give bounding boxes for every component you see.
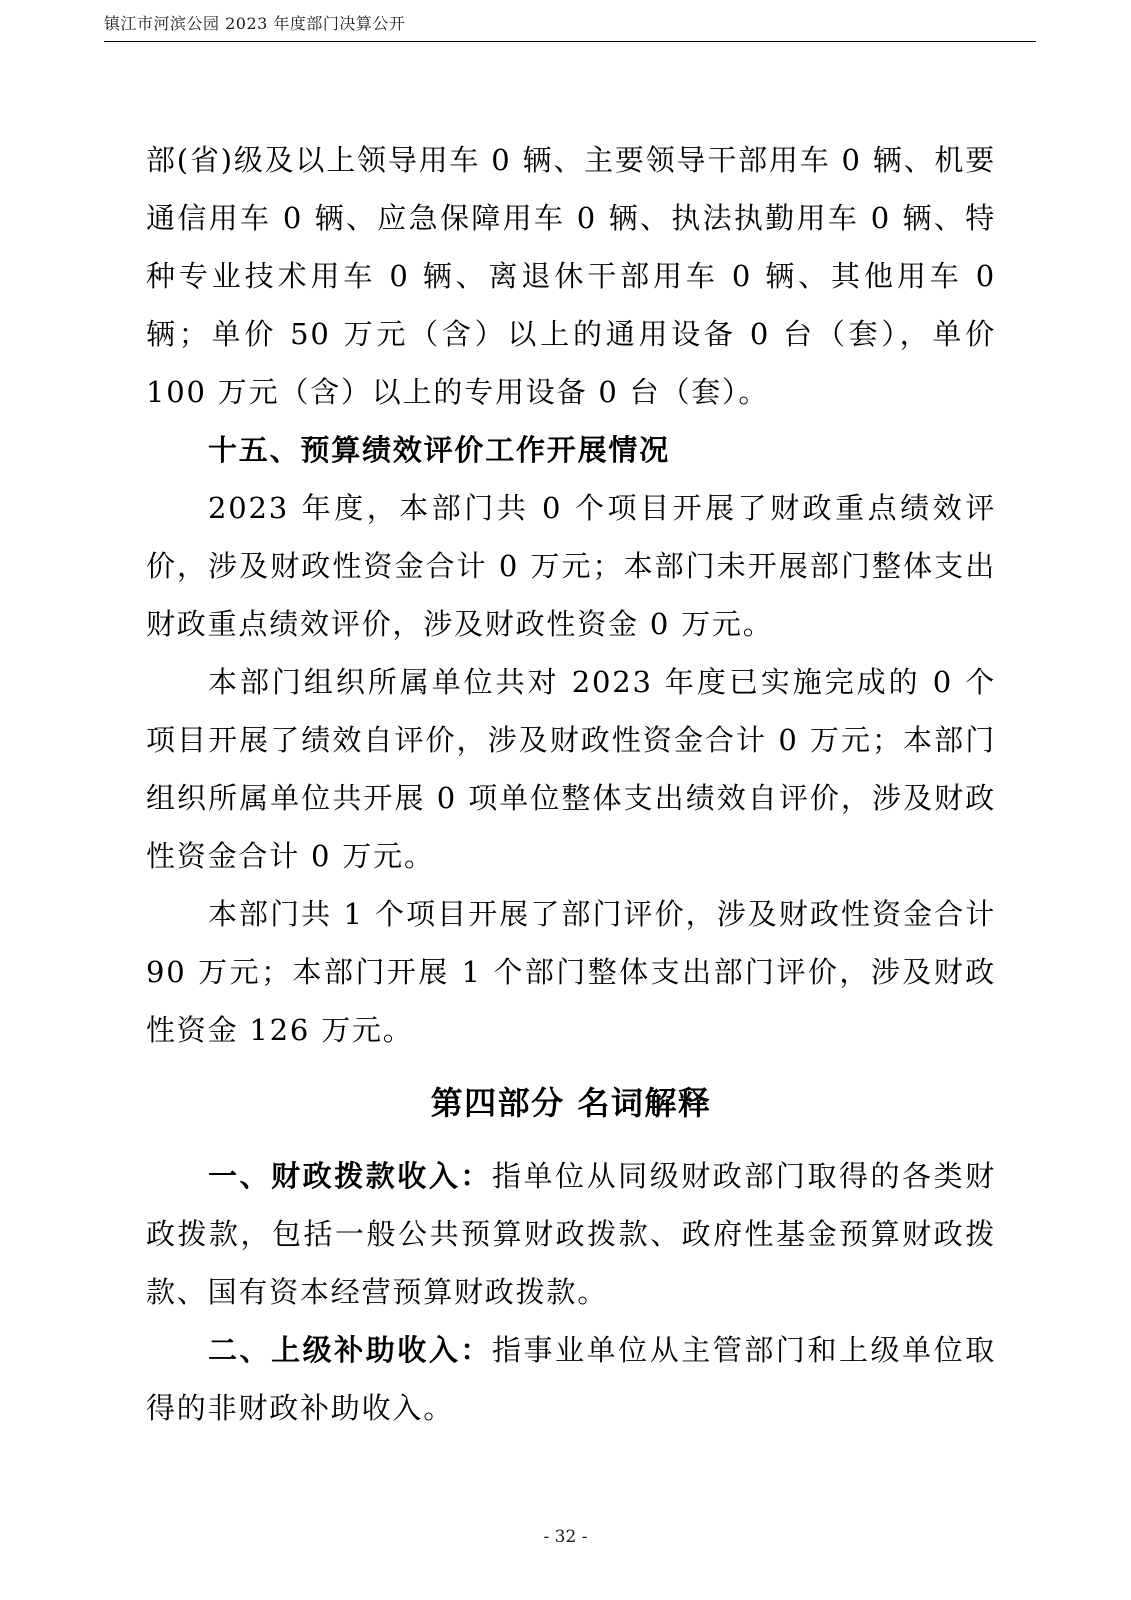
term-definition-2 [146, 1321, 996, 1437]
term-text-1: 指单位从同级财政部门取得的各类财政拨款，包括一般公共预算财政拨款、政府性基金预算财政拨款、国有资本经营预算财政拨款。 [146, 1159, 996, 1309]
page-number: - 32 - [543, 1527, 588, 1547]
page-body [146, 131, 996, 1437]
running-header: 镇江市河滨公园 2023 年度部门决算公开 [104, 14, 406, 33]
continuation-paragraph: 部(省)级及以上领导用车 0 辆、主要领导干部用车 0 辆、机要通信用车 0 辆、应急保障用车 0 辆、执法执勤用车 0 辆、特种专业技术用车 0 辆、离退休干部用车 0 辆、其他用车 0 辆；单价 50 万元（含）以上的通用设备 0 台（套），单价 100 万元（含）以上的专用设备 0 台（套）。 [146, 143, 997, 409]
section-15-paragraph-1: 2023 年度，本部门共 0 个项目开展了财政重点绩效评价，涉及财政性资金合计 0 万元；本部门未开展部门整体支出财政重点绩效评价，涉及财政性资金 0 万元。 [146, 491, 996, 641]
term-label-2: 二、上级补助收入： [208, 1333, 492, 1367]
term-definition-1 [146, 1147, 996, 1321]
section-15-paragraph-2: 本部门组织所属单位共对 2023 年度已实施完成的 0 个项目开展了绩效自评价，涉及财政性资金合计 0 万元；本部门组织所属单位共开展 0 项单位整体支出绩效自评价，涉及财政性资金合计 0 万元。 [146, 665, 996, 873]
term-text-2: 指事业单位从主管部门和上级单位取得的非财政补助收入。 [146, 1333, 996, 1425]
header-rule [104, 41, 1036, 42]
section-15-heading: 十五、预算绩效评价工作开展情况 [208, 433, 671, 467]
section-15-paragraph-3: 本部门共 1 个项目开展了部门评价，涉及财政性资金合计 90 万元；本部门开展 1 个部门整体支出部门评价，涉及财政性资金 126 万元。 [146, 897, 996, 1047]
term-label-1: 一、财政拨款收入： [208, 1159, 492, 1193]
part-4-title: 第四部分 名词解释 [430, 1084, 712, 1122]
